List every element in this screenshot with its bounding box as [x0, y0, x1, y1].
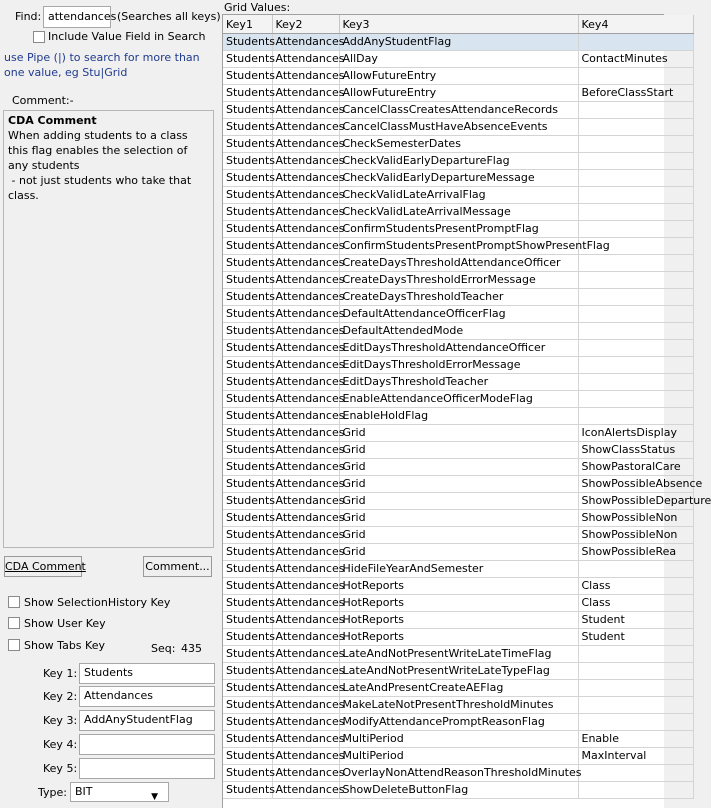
table-cell-key3: DefaultAttendedMode	[339, 323, 578, 340]
table-cell-key2: Attendances	[272, 153, 339, 170]
table-cell-key1: Students	[223, 663, 272, 680]
table-cell-key3: CancelClassMustHaveAbsenceEvents	[339, 119, 578, 136]
table-cell-key1: Students	[223, 204, 272, 221]
table-cell-key1: Students	[223, 340, 272, 357]
table-cell-key4: ShowPastoralCare	[578, 459, 693, 476]
table-cell-key1: Students	[223, 629, 272, 646]
type-select[interactable]	[70, 782, 169, 802]
table-cell-key3: HideFileYearAndSemester	[339, 561, 578, 578]
table-cell-key3: DefaultAttendanceOfficerFlag	[339, 306, 578, 323]
table-cell-key1: Students	[223, 561, 272, 578]
table-cell-key4: Class	[578, 595, 693, 612]
table-row[interactable]	[223, 595, 693, 612]
table-cell-key2: Attendances	[272, 221, 339, 238]
table-cell-key2: Attendances	[272, 425, 339, 442]
grid-header-row	[223, 15, 693, 34]
table-cell-key2: Attendances	[272, 544, 339, 561]
table-cell-key1: Students	[223, 714, 272, 731]
include-value-checkbox[interactable]	[33, 31, 45, 43]
table-cell-key2: Attendances	[272, 357, 339, 374]
type-select-value: BIT	[75, 785, 93, 798]
table-cell-key4	[578, 170, 693, 187]
table-cell-key4	[578, 102, 693, 119]
table-cell-key4	[578, 255, 693, 272]
table-cell-key3: CreateDaysThresholdErrorMessage	[339, 272, 578, 289]
table-cell-key1: Students	[223, 68, 272, 85]
table-row[interactable]	[223, 255, 693, 272]
table-cell-key3: ConfirmStudentsPresentPromptFlag	[339, 221, 578, 238]
table-cell-key4	[578, 561, 693, 578]
table-cell-key3: CheckValidEarlyDepartureFlag	[339, 153, 578, 170]
table-cell-key2: Attendances	[272, 493, 339, 510]
show-tabs-key-label: Show Tabs Key	[24, 639, 105, 652]
table-cell-key2: Attendances	[272, 680, 339, 697]
table-cell-key3: Grid	[339, 510, 578, 527]
table-cell-key1: Students	[223, 255, 272, 272]
cda-comment-button-label: CDA Comment	[5, 560, 86, 573]
table-row[interactable]	[223, 51, 693, 68]
table-cell-key4: ShowPossibleRea	[578, 544, 693, 561]
table-cell-key2: Attendances	[272, 238, 339, 255]
comment-section-label: Comment:-	[12, 94, 74, 107]
table-cell-key4	[578, 187, 693, 204]
table-cell-key4	[578, 646, 693, 663]
table-cell-key1: Students	[223, 238, 272, 255]
seq-label: Seq:	[151, 642, 176, 655]
table-cell-key2: Attendances	[272, 510, 339, 527]
table-cell-key2: Attendances	[272, 527, 339, 544]
table-row[interactable]	[223, 34, 693, 51]
table-cell-key1: Students	[223, 357, 272, 374]
table-cell-key1: Students	[223, 578, 272, 595]
table-cell-key2: Attendances	[272, 629, 339, 646]
cda-comment-button[interactable]	[4, 556, 86, 577]
table-cell-key4: Enable	[578, 731, 693, 748]
table-cell-key1: Students	[223, 170, 272, 187]
type-label: Type:	[38, 786, 67, 799]
table-row[interactable]	[223, 782, 693, 799]
grid-table	[223, 15, 711, 799]
table-row[interactable]	[223, 85, 693, 102]
table-cell-key4	[578, 714, 693, 731]
table-cell-key4	[578, 204, 693, 221]
table-cell-key2: Attendances	[272, 612, 339, 629]
table-cell-key4	[578, 357, 693, 374]
table-row[interactable]	[223, 544, 693, 561]
table-cell-key4	[578, 697, 693, 714]
table-cell-key1: Students	[223, 51, 272, 68]
table-cell-key3: AllDay	[339, 51, 578, 68]
table-cell-key3: LateAndNotPresentWriteLateTimeFlag	[339, 646, 578, 663]
table-cell-key2: Attendances	[272, 561, 339, 578]
table-cell-key3: CreateDaysThresholdAttendanceOfficer	[339, 255, 578, 272]
table-cell-key3: Grid	[339, 476, 578, 493]
key5-input[interactable]	[79, 758, 215, 779]
table-row[interactable]	[223, 697, 693, 714]
column-header-key4[interactable]: Key4	[578, 15, 693, 34]
table-cell-key3: Grid	[339, 442, 578, 459]
table-row[interactable]	[223, 204, 693, 221]
table-cell-key4	[578, 34, 693, 51]
comment-panel	[3, 110, 214, 548]
table-cell-key3: Grid	[339, 425, 578, 442]
table-cell-key4	[578, 119, 693, 136]
table-cell-key1: Students	[223, 527, 272, 544]
table-row[interactable]	[223, 731, 693, 748]
table-row[interactable]	[223, 102, 693, 119]
table-cell-key4	[578, 391, 693, 408]
table-cell-key1: Students	[223, 493, 272, 510]
pipe-hint: use Pipe (|) to search for more than one value, eg Stu|Grid	[4, 51, 200, 79]
table-cell-key3: EnableAttendanceOfficerModeFlag	[339, 391, 578, 408]
key3-label: Key 3:	[43, 714, 78, 727]
table-cell-key2: Attendances	[272, 255, 339, 272]
table-cell-key2: Attendances	[272, 187, 339, 204]
table-cell-key3: HotReports	[339, 595, 578, 612]
table-cell-key2: Attendances	[272, 119, 339, 136]
table-cell-key1: Students	[223, 697, 272, 714]
table-cell-key4	[578, 408, 693, 425]
table-cell-key4	[578, 323, 693, 340]
table-cell-key2: Attendances	[272, 578, 339, 595]
table-cell-key2: Attendances	[272, 714, 339, 731]
table-row[interactable]	[223, 238, 693, 255]
table-row[interactable]	[223, 578, 693, 595]
table-cell-key1: Students	[223, 221, 272, 238]
table-cell-key3: CheckSemesterDates	[339, 136, 578, 153]
include-value-label: Include Value Field in Search	[48, 30, 206, 43]
table-cell-key3: Grid	[339, 493, 578, 510]
table-cell-key3: EnableHoldFlag	[339, 408, 578, 425]
table-row[interactable]	[223, 765, 693, 782]
table-row[interactable]	[223, 425, 693, 442]
table-row[interactable]	[223, 663, 693, 680]
table-cell-key4	[578, 272, 693, 289]
show-selection-history-label: Show SelectionHistory Key	[24, 596, 171, 609]
show-tabs-key-checkbox[interactable]	[8, 639, 20, 651]
table-cell-key4: Student	[578, 612, 693, 629]
table-cell-key4	[578, 306, 693, 323]
table-cell-key3: Grid	[339, 459, 578, 476]
table-cell-key1: Students	[223, 425, 272, 442]
table-row[interactable]	[223, 391, 693, 408]
table-cell-key3: ModifyAttendancePromptReasonFlag	[339, 714, 578, 731]
table-cell-key3: EditDaysThresholdAttendanceOfficer	[339, 340, 578, 357]
find-label: Find:	[15, 10, 42, 23]
table-cell-key1: Students	[223, 136, 272, 153]
table-cell-key4	[578, 153, 693, 170]
table-row[interactable]	[223, 221, 693, 238]
table-cell-key1: Students	[223, 595, 272, 612]
table-row[interactable]	[223, 408, 693, 425]
table-cell-key2: Attendances	[272, 663, 339, 680]
table-cell-key2: Attendances	[272, 289, 339, 306]
find-input[interactable]: attendances	[43, 6, 111, 28]
table-cell-key4	[578, 374, 693, 391]
table-row[interactable]	[223, 527, 693, 544]
table-cell-key3: ConfirmStudentsPresentPromptShowPresentFlag	[339, 238, 578, 255]
table-cell-key3: LateAndNotPresentWriteLateTypeFlag	[339, 663, 578, 680]
table-cell-key2: Attendances	[272, 323, 339, 340]
table-cell-key1: Students	[223, 459, 272, 476]
table-cell-key4	[578, 221, 693, 238]
table-row[interactable]	[223, 629, 693, 646]
table-row[interactable]	[223, 374, 693, 391]
table-row[interactable]	[223, 153, 693, 170]
table-cell-key4	[578, 340, 693, 357]
table-cell-key2: Attendances	[272, 646, 339, 663]
table-cell-key3: EditDaysThresholdErrorMessage	[339, 357, 578, 374]
table-cell-key3: CreateDaysThresholdTeacher	[339, 289, 578, 306]
table-cell-key2: Attendances	[272, 408, 339, 425]
table-cell-key4	[578, 782, 693, 799]
seq-value: 435	[181, 642, 202, 655]
table-cell-key1: Students	[223, 34, 272, 51]
key5-label: Key 5:	[43, 762, 78, 775]
table-cell-key1: Students	[223, 323, 272, 340]
table-row[interactable]	[223, 561, 693, 578]
table-cell-key1: Students	[223, 782, 272, 799]
table-cell-key2: Attendances	[272, 34, 339, 51]
table-row[interactable]	[223, 340, 693, 357]
show-user-key-checkbox[interactable]	[8, 617, 20, 629]
table-cell-key1: Students	[223, 731, 272, 748]
table-row[interactable]	[223, 119, 693, 136]
table-cell-key1: Students	[223, 289, 272, 306]
table-cell-key1: Students	[223, 442, 272, 459]
key4-input[interactable]	[79, 734, 215, 755]
table-cell-key1: Students	[223, 612, 272, 629]
table-cell-key3: MultiPeriod	[339, 748, 578, 765]
table-cell-key1: Students	[223, 391, 272, 408]
table-cell-key2: Attendances	[272, 595, 339, 612]
table-cell-key2: Attendances	[272, 697, 339, 714]
table-cell-key1: Students	[223, 544, 272, 561]
table-cell-key2: Attendances	[272, 782, 339, 799]
table-cell-key4	[578, 289, 693, 306]
table-row[interactable]	[223, 272, 693, 289]
key1-label: Key 1:	[43, 667, 78, 680]
comment-button[interactable]	[143, 556, 212, 577]
table-cell-key2: Attendances	[272, 459, 339, 476]
table-cell-key3: AllowFutureEntry	[339, 68, 578, 85]
table-row[interactable]	[223, 442, 693, 459]
table-cell-key4	[578, 680, 693, 697]
table-cell-key1: Students	[223, 510, 272, 527]
table-cell-key3: CancelClassCreatesAttendanceRecords	[339, 102, 578, 119]
table-cell-key3: ShowDeleteButtonFlag	[339, 782, 578, 799]
table-row[interactable]	[223, 357, 693, 374]
show-user-key-label: Show User Key	[24, 617, 106, 630]
table-row[interactable]	[223, 476, 693, 493]
table-cell-key3: Grid	[339, 527, 578, 544]
table-cell-key3: HotReports	[339, 629, 578, 646]
table-cell-key1: Students	[223, 85, 272, 102]
table-cell-key2: Attendances	[272, 442, 339, 459]
table-cell-key1: Students	[223, 102, 272, 119]
table-cell-key4: ContactMinutes	[578, 51, 693, 68]
table-cell-key1: Students	[223, 765, 272, 782]
table-cell-key4	[578, 663, 693, 680]
table-cell-key3: Grid	[339, 544, 578, 561]
table-cell-key1: Students	[223, 187, 272, 204]
table-cell-key2: Attendances	[272, 204, 339, 221]
column-header-key1[interactable]: Key1	[223, 15, 272, 34]
table-row[interactable]	[223, 68, 693, 85]
table-cell-key4	[578, 765, 693, 782]
table-cell-key4: IconAlertsDisplay	[578, 425, 693, 442]
table-cell-key2: Attendances	[272, 731, 339, 748]
table-cell-key3: CheckValidEarlyDepartureMessage	[339, 170, 578, 187]
table-row[interactable]	[223, 323, 693, 340]
grid-values-table[interactable]	[222, 14, 711, 808]
table-row[interactable]	[223, 306, 693, 323]
key1-input[interactable]: Students	[79, 663, 215, 684]
table-cell-key2: Attendances	[272, 476, 339, 493]
find-hint: (Searches all keys)	[117, 10, 221, 23]
comment-text: When adding students to a class this flag enables the selection of any students - not just students who take that class.	[8, 129, 192, 202]
table-row[interactable]	[223, 136, 693, 153]
table-cell-key2: Attendances	[272, 51, 339, 68]
table-cell-key3: HotReports	[339, 578, 578, 595]
table-cell-key1: Students	[223, 306, 272, 323]
table-cell-key2: Attendances	[272, 765, 339, 782]
table-row[interactable]	[223, 459, 693, 476]
key3-input[interactable]: AddAnyStudentFlag	[79, 710, 215, 731]
table-cell-key4: ShowPossibleAbsence	[578, 476, 693, 493]
table-cell-key2: Attendances	[272, 170, 339, 187]
table-cell-key2: Attendances	[272, 102, 339, 119]
show-selection-history-checkbox[interactable]	[8, 596, 20, 608]
table-cell-key2: Attendances	[272, 68, 339, 85]
table-cell-key4	[578, 68, 693, 85]
table-cell-key2: Attendances	[272, 85, 339, 102]
table-cell-key4: ShowClassStatus	[578, 442, 693, 459]
table-cell-key4: Student	[578, 629, 693, 646]
table-cell-key3: EditDaysThresholdTeacher	[339, 374, 578, 391]
table-cell-key1: Students	[223, 153, 272, 170]
table-cell-key4: ShowPossibleNon	[578, 510, 693, 527]
table-cell-key1: Students	[223, 119, 272, 136]
key4-label: Key 4:	[43, 738, 78, 751]
table-row[interactable]	[223, 493, 693, 510]
table-cell-key3: LateAndPresentCreateAEFlag	[339, 680, 578, 697]
table-row[interactable]	[223, 680, 693, 697]
table-row[interactable]	[223, 510, 693, 527]
table-cell-key2: Attendances	[272, 272, 339, 289]
table-cell-key1: Students	[223, 680, 272, 697]
table-cell-key4	[578, 136, 693, 153]
key2-label: Key 2:	[43, 690, 78, 703]
table-cell-key3: MultiPeriod	[339, 731, 578, 748]
table-cell-key4: ShowPossibleDeparture	[578, 493, 693, 510]
table-cell-key3: CheckValidLateArrivalMessage	[339, 204, 578, 221]
table-row[interactable]	[223, 289, 693, 306]
table-row[interactable]	[223, 187, 693, 204]
table-cell-key1: Students	[223, 272, 272, 289]
column-header-key2[interactable]: Key2	[272, 15, 339, 34]
table-cell-key4: BeforeClassStart	[578, 85, 693, 102]
table-cell-key3: CheckValidLateArrivalFlag	[339, 187, 578, 204]
table-cell-key4: MaxInterval	[578, 748, 693, 765]
key2-input[interactable]: Attendances	[79, 686, 215, 707]
table-cell-key1: Students	[223, 748, 272, 765]
table-cell-key1: Students	[223, 646, 272, 663]
table-cell-key3: HotReports	[339, 612, 578, 629]
table-cell-key2: Attendances	[272, 340, 339, 357]
table-cell-key2: Attendances	[272, 136, 339, 153]
table-cell-key4: Class	[578, 578, 693, 595]
column-header-key3[interactable]: Key3	[339, 15, 578, 34]
table-cell-key2: Attendances	[272, 391, 339, 408]
table-cell-key3: MakeLateNotPresentThresholdMinutes	[339, 697, 578, 714]
table-cell-key2: Attendances	[272, 374, 339, 391]
table-cell-key2: Attendances	[272, 748, 339, 765]
comment-title: CDA Comment	[8, 114, 97, 127]
chevron-down-icon: ▼	[151, 792, 158, 802]
comment-button-label: Comment...	[145, 560, 210, 573]
table-row[interactable]	[223, 748, 693, 765]
table-cell-key4: ShowPossibleNon	[578, 527, 693, 544]
table-row[interactable]	[223, 612, 693, 629]
table-cell-key1: Students	[223, 476, 272, 493]
table-cell-key1: Students	[223, 374, 272, 391]
table-cell-key3: AllowFutureEntry	[339, 85, 578, 102]
table-row[interactable]	[223, 646, 693, 663]
table-cell-key3: AddAnyStudentFlag	[339, 34, 578, 51]
table-cell-key2: Attendances	[272, 306, 339, 323]
table-cell-key3: OverlayNonAttendReasonThresholdMinutes	[339, 765, 578, 782]
table-row[interactable]	[223, 714, 693, 731]
grid-title: Grid Values:	[224, 1, 291, 14]
table-row[interactable]	[223, 170, 693, 187]
table-cell-key1: Students	[223, 408, 272, 425]
